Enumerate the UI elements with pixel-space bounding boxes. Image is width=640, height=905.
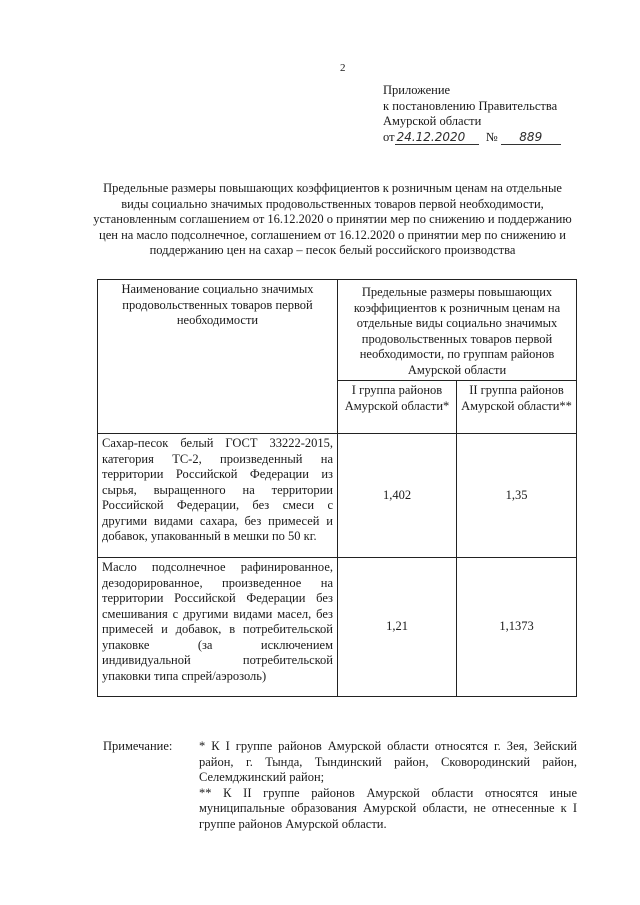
decree-date: 24.12.2020 bbox=[395, 131, 479, 145]
table-row bbox=[98, 558, 577, 697]
header-product-name: Наименование социально значимых продовольственных товаров первой необходимости bbox=[98, 280, 338, 434]
coef-group2-oil: 1,1373 bbox=[457, 558, 577, 697]
coef-group2-sugar: 1,35 bbox=[457, 434, 577, 558]
note-body bbox=[199, 739, 577, 832]
header-coefficients: Предельные размеры повышающих коэффициентов к розничным ценам на отдельные виды социально значимых продовольственных товаров первой необходимости, по группам районов Амурской области bbox=[338, 280, 577, 381]
appendix-decree: к постановлению Правительства bbox=[383, 98, 558, 113]
note-item-group2: ** К II группе районов Амурской области относятся иные муниципальные образования Амурской области, не отнесенные к I группе районов Амурской области. bbox=[199, 785, 577, 831]
appendix-title: Приложение bbox=[383, 83, 451, 97]
table-row bbox=[98, 434, 577, 558]
coef-group1-oil: 1,21 bbox=[338, 558, 457, 697]
header-group2: II группа районов Амурской области** bbox=[457, 381, 577, 434]
appendix-date-line bbox=[383, 130, 561, 146]
from-label: от bbox=[383, 129, 395, 144]
note-item-group1: * К I группе районов Амурской области относятся г. Зея, Зейский район, г. Тында, Тындинский район, Сковородинский район, Селемджинский район; bbox=[199, 739, 577, 784]
product-name-oil: Масло подсолнечное рафинированное, дезодорированное, произведенное на территории Российской Федерации без смешивания с другими видами масел, без примесей и добавок, в потребительской упаковке (за исключением индивидуальной потребительской упаковки типа спрей/аэрозоль) bbox=[98, 558, 338, 697]
document-title: Предельные размеры повышающих коэффициентов к розничным ценам на отдельные виды социально значимых продовольственных товаров первой необходимости, установленным соглашением от 16.12.2020 о принятии мер по снижению и поддержанию цен на масло подсолнечное, соглашением от 16.12.2020 о принятии мер по снижению и поддержанию цен на сахар – песок белый российского производства bbox=[93, 181, 572, 257]
decree-number: 889 bbox=[501, 131, 561, 145]
number-label: № bbox=[485, 129, 498, 144]
coef-group1-sugar: 1,402 bbox=[338, 434, 457, 558]
product-name-sugar: Сахар-песок белый ГОСТ 33222-2015, категория ТС-2, произведенный на территории Российской Федерации из сырья, выращенного на территории Российской Федерации, без смеси с другими видами сахара, без примесей и добавок, упакованный в мешки по 50 кг. bbox=[98, 434, 338, 558]
appendix-block bbox=[383, 83, 561, 145]
note-label: Примечание: bbox=[103, 739, 173, 753]
coefficients-table bbox=[97, 279, 577, 697]
header-group1: I группа районов Амурской области* bbox=[338, 381, 457, 434]
page-number: 2 bbox=[340, 62, 346, 74]
appendix-region: Амурской области bbox=[383, 114, 482, 128]
